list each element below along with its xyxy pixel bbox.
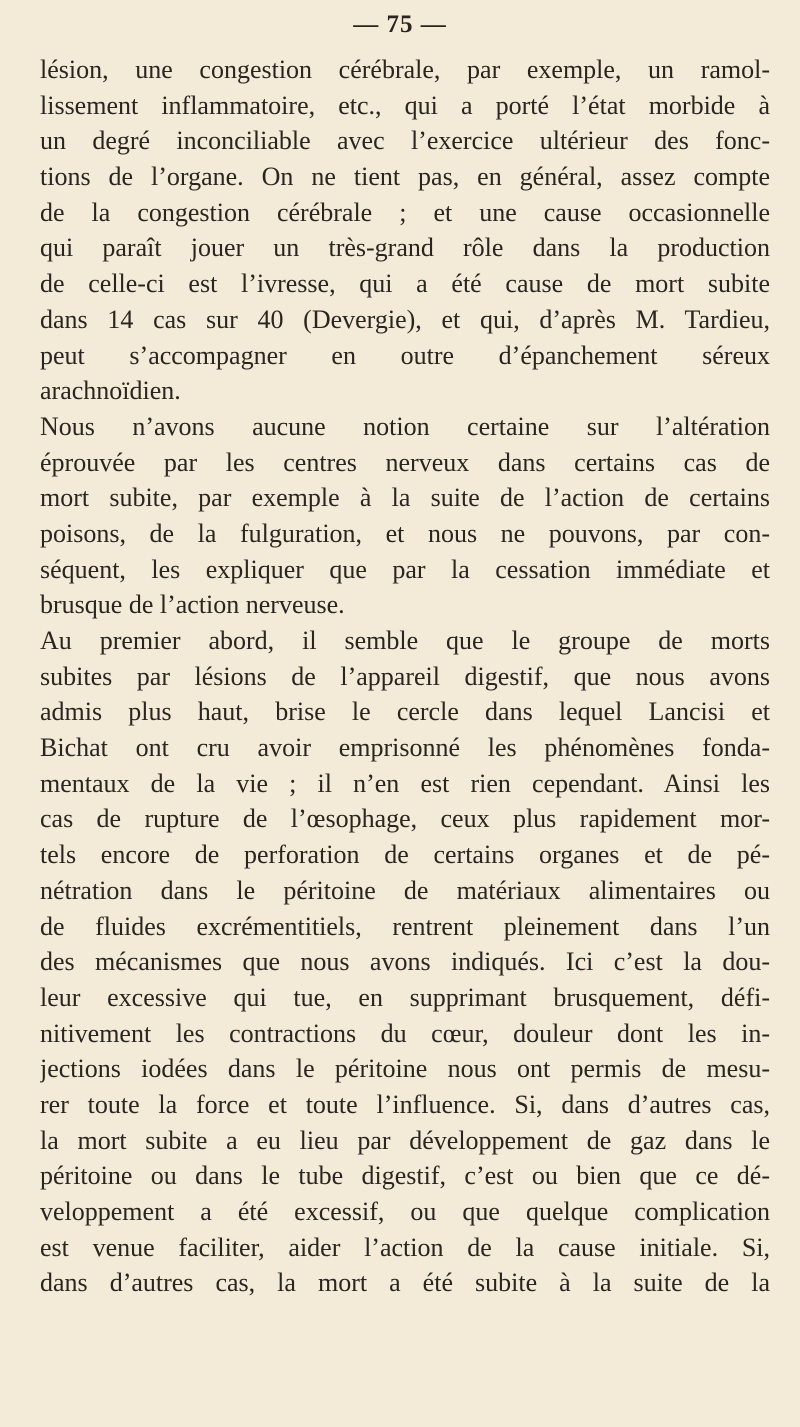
text-line: nétration dans le péritoine de matériaux alimentaires ou [40,875,770,905]
text-line: tels encore de perforation de certains organes et de pé- [40,840,770,870]
text-line: de fluides excrémentitiels, rentrent pleinement dans l’un [40,911,770,941]
text-line: la mort subite a eu lieu par développement de gaz dans le [40,1125,770,1155]
text-line: nitivement les contractions du cœur, douleur dont les in- [40,1018,770,1048]
text-line: qui paraît jouer un très-grand rôle dans la production [40,233,770,263]
text-line: lésion, une congestion cérébrale, par exemple, un ramol- [40,55,770,84]
paragraph-end-line: brusque de l’action nerveuse. [40,590,345,620]
text-line: cas de rupture de l’œsophage, ceux plus rapidement mor- [40,804,770,834]
text-line: mort subite, par exemple à la suite de l’action de certains [40,483,770,513]
text-line: subites par lésions de l’appareil digestif, que nous avons [40,661,770,691]
text-line: tions de l’organe. On ne tient pas, en général, assez compte [40,162,770,192]
text-line: de celle-ci est l’ivresse, qui a été cause de mort subite [40,269,770,299]
text-line: séquent, les expliquer que par la cessation immédiate et [40,554,770,584]
text-line: dans 14 cas sur 40 (Devergie), et qui, d’après M. Tardieu, [40,304,770,334]
text-line: mentaux de la vie ; il n’en est rien cependant. Ainsi les [40,768,770,798]
text-line: rer toute la force et toute l’influence. Si, dans d’autres cas, [40,1089,770,1119]
text-line: Nous n’avons aucune notion certaine sur l’altération [40,411,770,441]
text-line: Bichat ont cru avoir emprisonné les phénomènes fonda- [40,733,770,763]
text-line: des mécanismes que nous avons indiqués. Ici c’est la dou- [40,947,770,977]
text-line: dans d’autres cas, la mort a été subite à la suite de la [40,1268,770,1298]
text-line: poisons, de la fulguration, et nous ne pouvons, par con- [40,518,770,548]
paragraph-end-line: arachnoïdien. [40,376,181,406]
text-line: de la congestion cérébrale ; et une cause occasionnelle [40,197,770,227]
text-line: est venue faciliter, aider l’action de la cause initiale. Si, [40,1232,770,1262]
text-line: lissement inflammatoire, etc., qui a porté l’état morbide à [40,90,770,120]
body-text [40,52,770,1301]
text-line: jections iodées dans le péritoine nous ont permis de mesu- [40,1054,770,1084]
text-line: peut s’accompagner en outre d’épanchement séreux [40,340,770,370]
text-line: Au premier abord, il semble que le groupe de morts [40,626,770,655]
text-line: péritoine ou dans le tube digestif, c’est ou bien que ce dé- [40,1161,770,1191]
page-number-header: — 75 — [353,11,447,38]
text-line: veloppement a été excessif, ou que quelque complication [40,1197,770,1226]
text-line: éprouvée par les centres nerveux dans certains cas de [40,447,770,477]
text-line: un degré inconciliable avec l’exercice ultérieur des fonc- [40,126,770,156]
text-line: leur excessive qui tue, en supprimant brusquement, défi- [40,982,770,1012]
text-line: admis plus haut, brise le cercle dans lequel Lancisi et [40,697,770,727]
